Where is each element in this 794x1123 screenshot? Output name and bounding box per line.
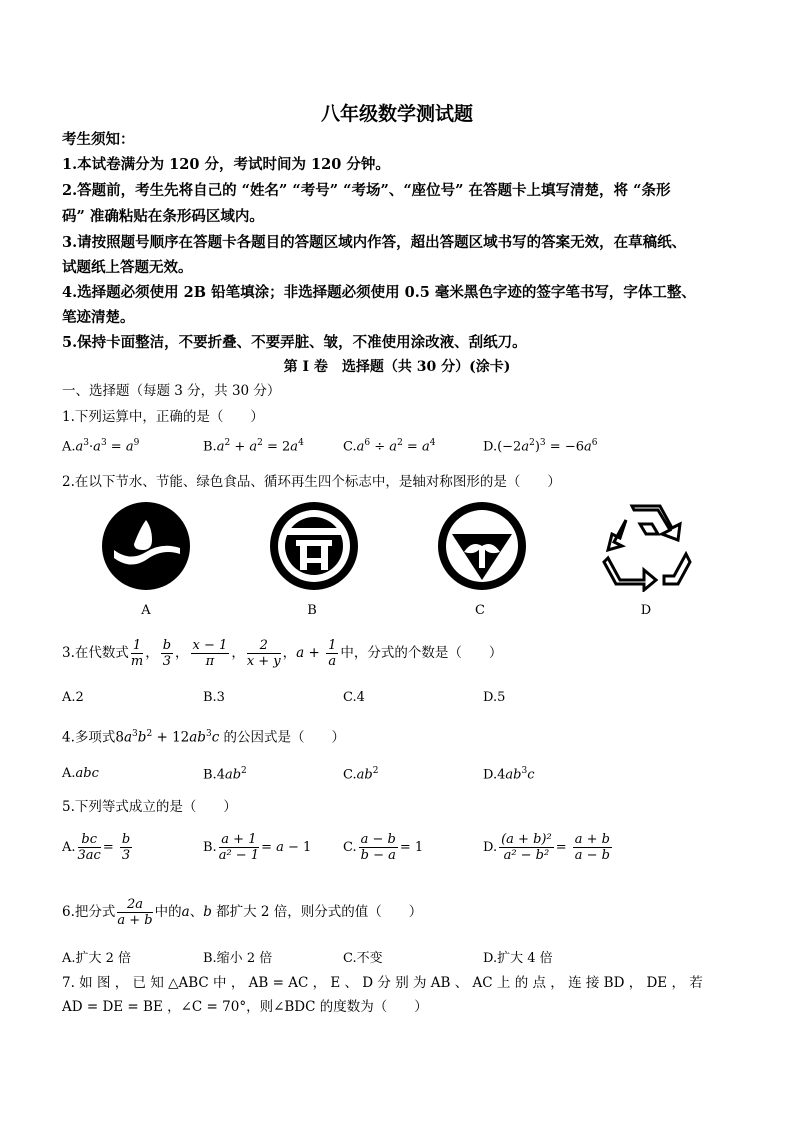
notice-item: 试题纸上答题无效。 <box>62 259 193 276</box>
q5-option-c: C. $\frac{a - b}{b - a}$ = 1 <box>343 832 424 863</box>
recycle-logo <box>600 500 692 592</box>
q1-option-c: $C.a^6 \div a^2 = a^4$ <box>343 438 436 455</box>
notice-item: 4.选择题必须使用 2B 铅笔填涂；非选择题必须使用 0.5 毫米黑色字迹的签字笔书写，字体工整、 <box>62 284 696 301</box>
q5-option-d: D. $\frac{\text{(a + b)²}}{\text{a² − b²}}$ = $\frac{a + b}{a - b}$ <box>483 832 610 863</box>
q6-option-d: D.扩大 4 倍 <box>483 951 553 966</box>
q4-option-b: $B.4ab^2$ <box>203 766 247 783</box>
q3-option-d: D.5 <box>483 690 506 705</box>
q1-option-a: $A.a^3\cdot a^3 = a^9$ <box>62 438 140 455</box>
energy-saving-logo <box>268 500 360 592</box>
part-heading: 一、选择题（每题 3 分，共 30 分） <box>62 383 281 399</box>
q4-option-a: A.abc <box>62 766 99 781</box>
water-saving-logo <box>100 500 192 592</box>
page-title: 八年级数学测试题 <box>320 103 473 125</box>
q3-stem: 3.在代数式 $\frac{1}{m}$ ， $\frac{b}{3}$ ， $\frac{x - 1}{\pi}$ ， $\frac{2}{x + y}$ ，a + $\frac{1}{a}$ 中，分式的个数是（ ） <box>62 638 503 669</box>
notice-item: 3.请按照题号顺序在答题卡各题目的答题区域内作答，超出答题区域书写的答案无效，在草稿纸、 <box>62 234 687 251</box>
q6-option-b: B.缩小 2 倍 <box>203 951 273 966</box>
q2-label-b: B <box>307 603 317 618</box>
q3-option-b: B.3 <box>203 690 225 705</box>
q5-option-a: A. $\frac{bc}{3ac}$ = $\frac{b}{3}$ <box>62 832 131 863</box>
q4-option-d: $D.4ab^3c$ <box>483 766 535 783</box>
notice-item: 笔迹清楚。 <box>62 309 135 326</box>
q1-stem: 1.下列运算中，正确的是（ ） <box>62 409 264 425</box>
q1-option-b: $B.a^2 + a^2 = 2a^4$ <box>203 438 304 455</box>
q3-option-c: C.4 <box>343 690 365 705</box>
q6-stem: 6.把分式 $\frac{2a}{a + b}$ 中的a、b 都扩大 2 倍，则分式的值（ ） <box>62 897 423 928</box>
q2-label-a: A <box>141 603 151 618</box>
q1-option-d: $D.(-2a^2)^3 = -6a^6$ <box>483 438 598 455</box>
q6-option-c: C.不变 <box>343 951 383 966</box>
notice-item: 1.本试卷满分为 120 分，考试时间为 120 分钟。 <box>62 156 390 173</box>
notice-item: 码” 准确粘贴在条形码区域内。 <box>62 208 264 225</box>
green-food-logo <box>436 500 528 592</box>
notice-heading: 考生须知： <box>62 131 135 148</box>
q2-label-d: D <box>640 603 652 618</box>
q4-stem: 4.多项式$8a^3b^2 + 12ab^3c$ 的公因式是（ ） <box>62 729 346 746</box>
q3-option-a: A.2 <box>62 690 84 705</box>
notice-item: 2.答题前，考生先将自己的 “姓名” “考号” “考场”、“座位号” 在答题卡上填写清楚，将 “条形 <box>62 182 671 199</box>
q5-stem: 5.下列等式成立的是（ ） <box>62 799 237 815</box>
notice-item: 5.保持卡面整洁，不要折叠、不要弄脏、皱，不准使用涂改液、刮纸刀。 <box>62 334 527 351</box>
q4-option-c: $C.ab^2$ <box>343 766 379 783</box>
q5-option-b: B. $\frac{a + 1}{\text{a² − 1}}$ = a − 1 <box>203 832 312 863</box>
q7-line-1: 7. 如 图 ， 已 知 △ABC 中 ， AB = AC ， E 、 D 分 别 为 AB 、 AC 上 的 点 ， 连 接 BD ， DE ， 若 <box>62 975 703 991</box>
q2-label-c: C <box>475 603 485 618</box>
section-title: 第 I 卷 选择题（共 30 分）(涂卡) <box>283 359 511 375</box>
q7-line-2: AD = DE = BE ，∠C = 70°，则∠BDC 的度数为（ ） <box>62 999 428 1015</box>
q6-option-a: A.扩大 2 倍 <box>62 951 132 966</box>
q2-stem: 2.在以下节水、节能、绿色食品、循环再生四个标志中，是轴对称图形的是（ ） <box>62 474 561 490</box>
